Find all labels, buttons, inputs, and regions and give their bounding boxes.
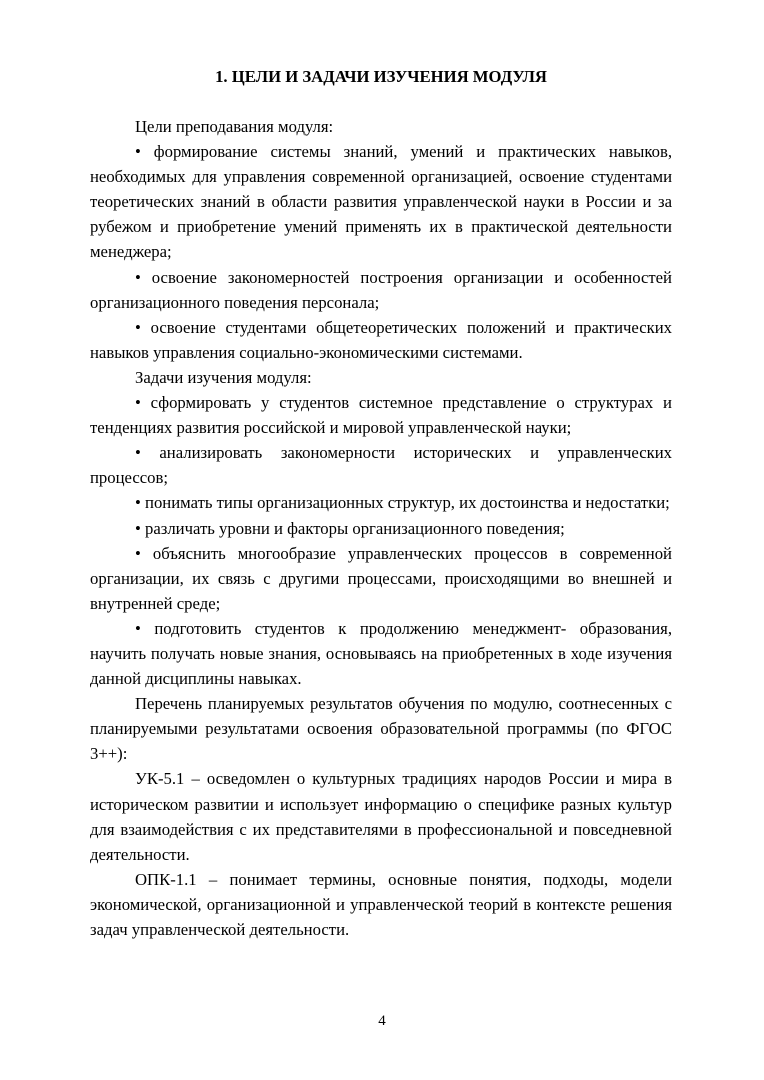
competency-opk-1-1: ОПК-1.1 – понимает термины, основные понятия, подходы, модели экономической, организационной и управленческой теорий в контексте решения задач управленческой деятельности. [90, 869, 672, 939]
document-body [90, 64, 672, 942]
task-item: • объяснить многообразие управленческих процессов в современной организации, их связь с другими процессами, происходящими во внешней и внутренней среде; [90, 543, 672, 613]
page-number: 4 [378, 1013, 386, 1029]
goal-item: • формирование системы знаний, умений и практических навыков, необходимых для управления современной организацией, освоение студентами теоретических знаний в области развития управленческой науки в России и за рубежом и приобретение умений применять их в практической деятельности менеджера; [90, 142, 672, 262]
competency-uk-5-1: УК-5.1 – осведомлен о культурных традициях народов России и мира в историческом развитии и использует информацию о специфике разных культур для взаимодействия с их представителями в профессиональной и повседневной деятельности. [90, 769, 672, 864]
goal-item: • освоение студентами общетеоретических положений и практических навыков управления социально-экономическими системами. [90, 317, 672, 362]
goal-item: • освоение закономерностей построения организации и особенностей организационного поведения персонала; [90, 267, 672, 312]
task-item: • понимать типы организационных структур, их достоинства и недостатки; [135, 493, 670, 513]
outcomes-intro: Перечень планируемых результатов обучения по модулю, соотнесенных с планируемыми результатами освоения образовательной программы (по ФГОС 3++): [90, 694, 672, 764]
section-title: 1. ЦЕЛИ И ЗАДАЧИ ИЗУЧЕНИЯ МОДУЛЯ [215, 67, 547, 86]
goals-heading: Цели преподавания модуля: [135, 117, 334, 136]
task-item: • подготовить студентов к продолжению менеджмент- образования, научить получать новые знания, основываясь на приобретенных в ходе изучения данной дисциплины навыках. [90, 618, 672, 689]
task-item: • различать уровни и факторы организационного поведения; [135, 518, 565, 538]
task-item: • анализировать закономерности исторических и управленческих процессов; [90, 443, 672, 488]
task-item: • сформировать у студентов системное представление о структурах и тенденциях развития российской и мировой управленческой науки; [90, 393, 672, 438]
tasks-heading: Задачи изучения модуля: [135, 367, 312, 387]
